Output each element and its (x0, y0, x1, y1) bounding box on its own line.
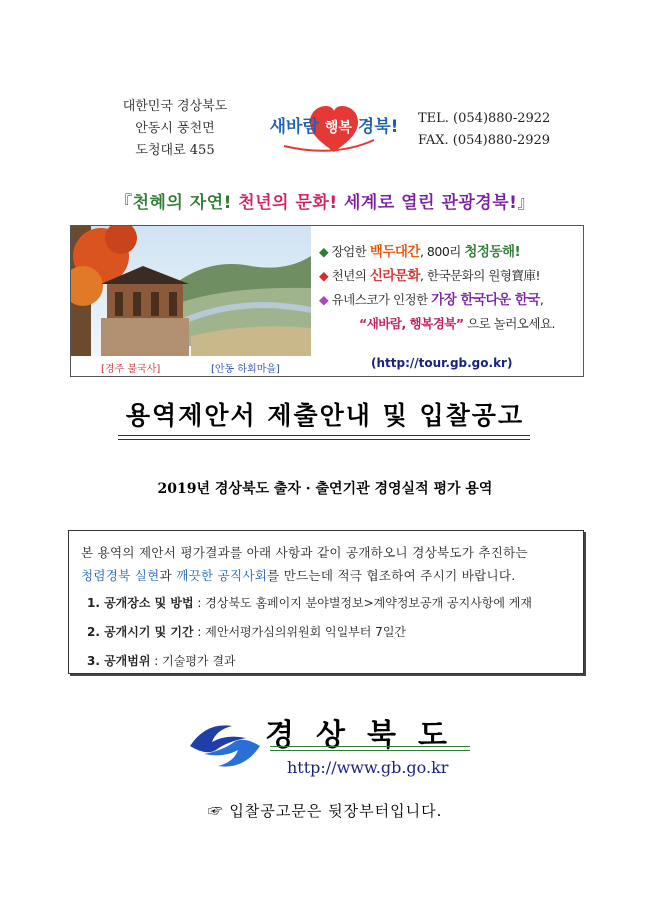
notice-item: 3. 공개범위 : 기술평가 결과 (87, 654, 236, 668)
tourism-banner (70, 225, 584, 377)
organization-underline (270, 746, 470, 751)
document-title: 용역제안서 제출안내 및 입찰공고 (125, 401, 525, 430)
contact-block (418, 108, 550, 152)
banner-bullet: ◆ 장엄한 백두대간, 800리 청정동해! (319, 244, 521, 260)
slogan-open-bracket: 『 (115, 193, 133, 213)
slogan-close-bracket: 』 (517, 193, 535, 213)
notice-intro: 본 용역의 제안서 평가결과를 아래 사항과 같이 공개하오니 경상북도가 추진하는 청렴경북 실현과 깨끗한 공직사회를 만드는데 적극 협조하여 주시기 바랍니다. (81, 545, 528, 583)
slogan-part3: 세계로 열린 관광경북! (344, 193, 518, 213)
notice-item: 1. 공개장소 및 방법 : 경상북도 홈페이지 분야별정보>계약정보공개 공지사항에 게재 (87, 596, 532, 610)
gyeongbuk-emblem-icon (186, 716, 264, 776)
organization-name: 경상북도 (265, 718, 469, 753)
banner-bullet-list (319, 240, 581, 336)
next-page-note: ☞ 입찰공고문은 뒷장부터입니다. (207, 802, 443, 820)
logo-text-part3: 경북! (357, 117, 399, 137)
tourism-photo (71, 226, 311, 374)
notice-item: 2. 공개시기 및 기간 : 제안서평가심의위원회 익일부터 7일간 (87, 625, 407, 639)
gyeongbuk-slogan-logo (254, 100, 414, 158)
photo-caption-hahoe: [안동 하회마을] (211, 364, 280, 374)
address-line: 대한민국 경상북도 (122, 99, 228, 114)
address-block (100, 96, 250, 162)
gyeongbuk-website-link[interactable]: http://www.gb.go.kr (287, 758, 449, 777)
address-line: 안동시 풍천면 (135, 121, 215, 136)
banner-bullet: ◆ 유네스코가 인정한 가장 한국다운 한국, (319, 292, 544, 308)
logo-text-part2: 행복 (324, 120, 352, 136)
tourism-slogan (0, 188, 650, 213)
title-underline (118, 435, 530, 440)
logo-text-part1: 새바람 (269, 117, 319, 137)
slogan-part1: 천혜의 자연! (132, 193, 232, 213)
banner-bullet: ◆ 천년의 신라문화, 한국문화의 원형寶庫! (319, 268, 540, 284)
tourism-link[interactable]: (http://tour.gb.go.kr) (371, 356, 513, 370)
document-subtitle: 2019년 경상북도 출자 · 출연기관 경영실적 평가 용역 (157, 481, 493, 497)
diamond-icon: ◆ (319, 268, 329, 283)
address-line: 도청대로 455 (135, 143, 215, 158)
tel-number: TEL. (054)880-2922 (418, 111, 551, 126)
banner-bullet: “새바람, 행복경북” 으로 놀러오세요. (359, 316, 556, 331)
diamond-icon: ◆ (319, 292, 329, 307)
slogan-part2: 천년의 문화! (238, 193, 338, 213)
notice-item-list (87, 589, 532, 676)
diamond-icon: ◆ (319, 244, 329, 259)
photo-caption-bulguksa: [경주 불국사] (101, 364, 161, 374)
fax-number: FAX. (054)880-2929 (418, 133, 551, 148)
notice-box (68, 530, 584, 674)
